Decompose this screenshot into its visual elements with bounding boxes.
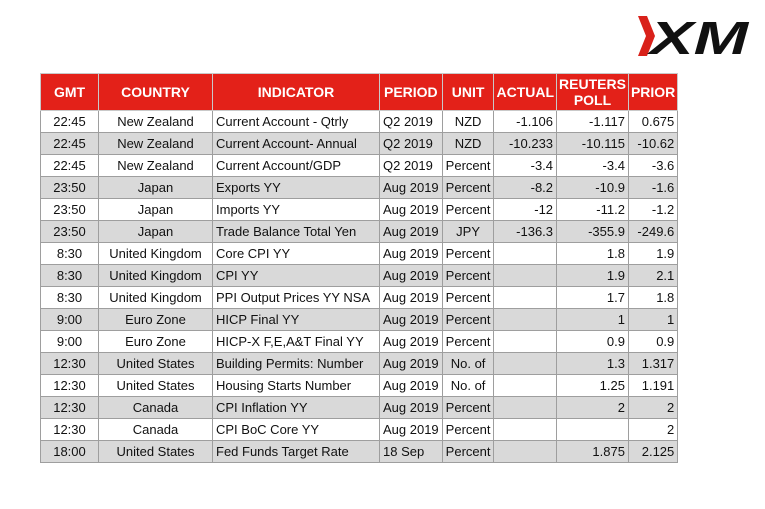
cell-gmt: 22:45 <box>41 133 99 155</box>
cell-country: United Kingdom <box>99 265 213 287</box>
cell-reuters-poll: -11.2 <box>557 199 629 221</box>
cell-country: New Zealand <box>99 111 213 133</box>
cell-prior: 2.125 <box>628 441 677 463</box>
cell-period: Q2 2019 <box>380 111 443 133</box>
cell-gmt: 22:45 <box>41 155 99 177</box>
cell-country: United Kingdom <box>99 287 213 309</box>
cell-unit: Percent <box>442 265 494 287</box>
cell-reuters-poll: -1.117 <box>557 111 629 133</box>
cell-actual <box>494 331 557 353</box>
cell-actual: -12 <box>494 199 557 221</box>
cell-indicator: Building Permits: Number <box>213 353 380 375</box>
cell-indicator: PPI Output Prices YY NSA <box>213 287 380 309</box>
cell-gmt: 12:30 <box>41 397 99 419</box>
cell-period: Aug 2019 <box>380 199 443 221</box>
cell-unit: Percent <box>442 397 494 419</box>
cell-period: Aug 2019 <box>380 397 443 419</box>
cell-reuters-poll: 1 <box>557 309 629 331</box>
cell-actual <box>494 243 557 265</box>
cell-country: Japan <box>99 199 213 221</box>
header-poll-line1: REUTERS <box>559 76 626 92</box>
cell-reuters-poll: 1.25 <box>557 375 629 397</box>
cell-gmt: 8:30 <box>41 265 99 287</box>
cell-period: Aug 2019 <box>380 243 443 265</box>
cell-gmt: 23:50 <box>41 221 99 243</box>
table-row <box>41 331 678 353</box>
table-row <box>41 133 678 155</box>
cell-unit: Percent <box>442 287 494 309</box>
cell-actual: -10.233 <box>494 133 557 155</box>
cell-indicator: Exports YY <box>213 177 380 199</box>
cell-reuters-poll: 1.9 <box>557 265 629 287</box>
cell-indicator: Current Account/GDP <box>213 155 380 177</box>
cell-unit: Percent <box>442 199 494 221</box>
cell-country: United States <box>99 441 213 463</box>
cell-actual <box>494 375 557 397</box>
cell-gmt: 12:30 <box>41 419 99 441</box>
cell-gmt: 8:30 <box>41 287 99 309</box>
cell-prior: 1.8 <box>628 287 677 309</box>
cell-prior: 2 <box>628 419 677 441</box>
table-row <box>41 375 678 397</box>
cell-reuters-poll: 2 <box>557 397 629 419</box>
cell-reuters-poll: 1.3 <box>557 353 629 375</box>
cell-indicator: Imports YY <box>213 199 380 221</box>
cell-unit: NZD <box>442 111 494 133</box>
header-prior: PRIOR <box>628 74 677 111</box>
cell-prior: 1.317 <box>628 353 677 375</box>
table-row <box>41 309 678 331</box>
header-country: COUNTRY <box>99 74 213 111</box>
table-row <box>41 221 678 243</box>
table-row <box>41 419 678 441</box>
cell-prior: -3.6 <box>628 155 677 177</box>
header-unit: UNIT <box>442 74 494 111</box>
cell-unit: JPY <box>442 221 494 243</box>
cell-actual: -3.4 <box>494 155 557 177</box>
cell-indicator: CPI BoC Core YY <box>213 419 380 441</box>
header-gmt: GMT <box>41 74 99 111</box>
cell-unit: Percent <box>442 243 494 265</box>
cell-prior: 1.9 <box>628 243 677 265</box>
cell-prior: 2.1 <box>628 265 677 287</box>
cell-reuters-poll: -355.9 <box>557 221 629 243</box>
table-row <box>41 287 678 309</box>
table-row <box>41 441 678 463</box>
cell-unit: Percent <box>442 331 494 353</box>
cell-country: New Zealand <box>99 133 213 155</box>
cell-indicator: HICP-X F,E,A&T Final YY <box>213 331 380 353</box>
cell-country: New Zealand <box>99 155 213 177</box>
cell-reuters-poll: 1.875 <box>557 441 629 463</box>
table-row <box>41 199 678 221</box>
logo-text: XM <box>645 12 750 60</box>
cell-period: Aug 2019 <box>380 221 443 243</box>
cell-prior: 2 <box>628 397 677 419</box>
cell-country: Euro Zone <box>99 331 213 353</box>
cell-period: Q2 2019 <box>380 133 443 155</box>
cell-prior: 1.191 <box>628 375 677 397</box>
cell-period: Aug 2019 <box>380 331 443 353</box>
cell-country: Canada <box>99 397 213 419</box>
cell-unit: No. of <box>442 353 494 375</box>
table-row <box>41 177 678 199</box>
cell-gmt: 12:30 <box>41 353 99 375</box>
cell-country: United States <box>99 375 213 397</box>
cell-prior: 0.9 <box>628 331 677 353</box>
cell-indicator: Current Account- Annual <box>213 133 380 155</box>
cell-actual <box>494 287 557 309</box>
cell-unit: NZD <box>442 133 494 155</box>
cell-prior: -249.6 <box>628 221 677 243</box>
cell-gmt: 23:50 <box>41 199 99 221</box>
cell-gmt: 9:00 <box>41 331 99 353</box>
table-row <box>41 397 678 419</box>
header-period: PERIOD <box>380 74 443 111</box>
table-row <box>41 155 678 177</box>
table-row <box>41 111 678 133</box>
cell-reuters-poll: 0.9 <box>557 331 629 353</box>
cell-prior: -10.62 <box>628 133 677 155</box>
header-poll-line2: POLL <box>573 92 612 108</box>
cell-period: Aug 2019 <box>380 419 443 441</box>
cell-period: Aug 2019 <box>380 287 443 309</box>
cell-actual <box>494 441 557 463</box>
cell-indicator: HICP Final YY <box>213 309 380 331</box>
cell-period: Aug 2019 <box>380 353 443 375</box>
cell-indicator: Current Account - Qtrly <box>213 111 380 133</box>
cell-reuters-poll: -3.4 <box>557 155 629 177</box>
cell-indicator: Core CPI YY <box>213 243 380 265</box>
cell-actual <box>494 397 557 419</box>
cell-actual: -1.106 <box>494 111 557 133</box>
cell-actual <box>494 309 557 331</box>
xm-logo <box>638 12 750 60</box>
cell-unit: Percent <box>442 155 494 177</box>
cell-country: Canada <box>99 419 213 441</box>
cell-unit: Percent <box>442 177 494 199</box>
table-body <box>41 111 678 463</box>
cell-indicator: CPI Inflation YY <box>213 397 380 419</box>
header-row <box>41 74 678 111</box>
cell-reuters-poll: -10.9 <box>557 177 629 199</box>
cell-reuters-poll <box>557 419 629 441</box>
cell-indicator: Housing Starts Number <box>213 375 380 397</box>
cell-reuters-poll: 1.7 <box>557 287 629 309</box>
cell-unit: Percent <box>442 309 494 331</box>
cell-country: United Kingdom <box>99 243 213 265</box>
cell-actual: -136.3 <box>494 221 557 243</box>
table-row <box>41 265 678 287</box>
cell-indicator: Fed Funds Target Rate <box>213 441 380 463</box>
economic-calendar-table <box>40 73 678 463</box>
cell-indicator: Trade Balance Total Yen <box>213 221 380 243</box>
cell-gmt: 9:00 <box>41 309 99 331</box>
cell-indicator: CPI YY <box>213 265 380 287</box>
cell-prior: 0.675 <box>628 111 677 133</box>
cell-country: United States <box>99 353 213 375</box>
header-indicator: INDICATOR <box>213 74 380 111</box>
cell-actual <box>494 265 557 287</box>
cell-country: Japan <box>99 221 213 243</box>
cell-gmt: 23:50 <box>41 177 99 199</box>
cell-actual: -8.2 <box>494 177 557 199</box>
cell-country: Euro Zone <box>99 309 213 331</box>
cell-unit: No. of <box>442 375 494 397</box>
cell-unit: Percent <box>442 419 494 441</box>
cell-gmt: 12:30 <box>41 375 99 397</box>
cell-unit: Percent <box>442 441 494 463</box>
cell-period: Aug 2019 <box>380 375 443 397</box>
table-row <box>41 243 678 265</box>
cell-reuters-poll: -10.115 <box>557 133 629 155</box>
cell-period: Aug 2019 <box>380 309 443 331</box>
cell-prior: -1.6 <box>628 177 677 199</box>
cell-prior: 1 <box>628 309 677 331</box>
cell-gmt: 18:00 <box>41 441 99 463</box>
cell-period: Aug 2019 <box>380 177 443 199</box>
cell-reuters-poll: 1.8 <box>557 243 629 265</box>
cell-gmt: 22:45 <box>41 111 99 133</box>
header-reuters-poll <box>557 74 629 111</box>
header-actual: ACTUAL <box>494 74 557 111</box>
table-row <box>41 353 678 375</box>
cell-prior: -1.2 <box>628 199 677 221</box>
cell-actual <box>494 419 557 441</box>
cell-period: Q2 2019 <box>380 155 443 177</box>
cell-period: 18 Sep <box>380 441 443 463</box>
cell-gmt: 8:30 <box>41 243 99 265</box>
cell-period: Aug 2019 <box>380 265 443 287</box>
cell-country: Japan <box>99 177 213 199</box>
cell-actual <box>494 353 557 375</box>
